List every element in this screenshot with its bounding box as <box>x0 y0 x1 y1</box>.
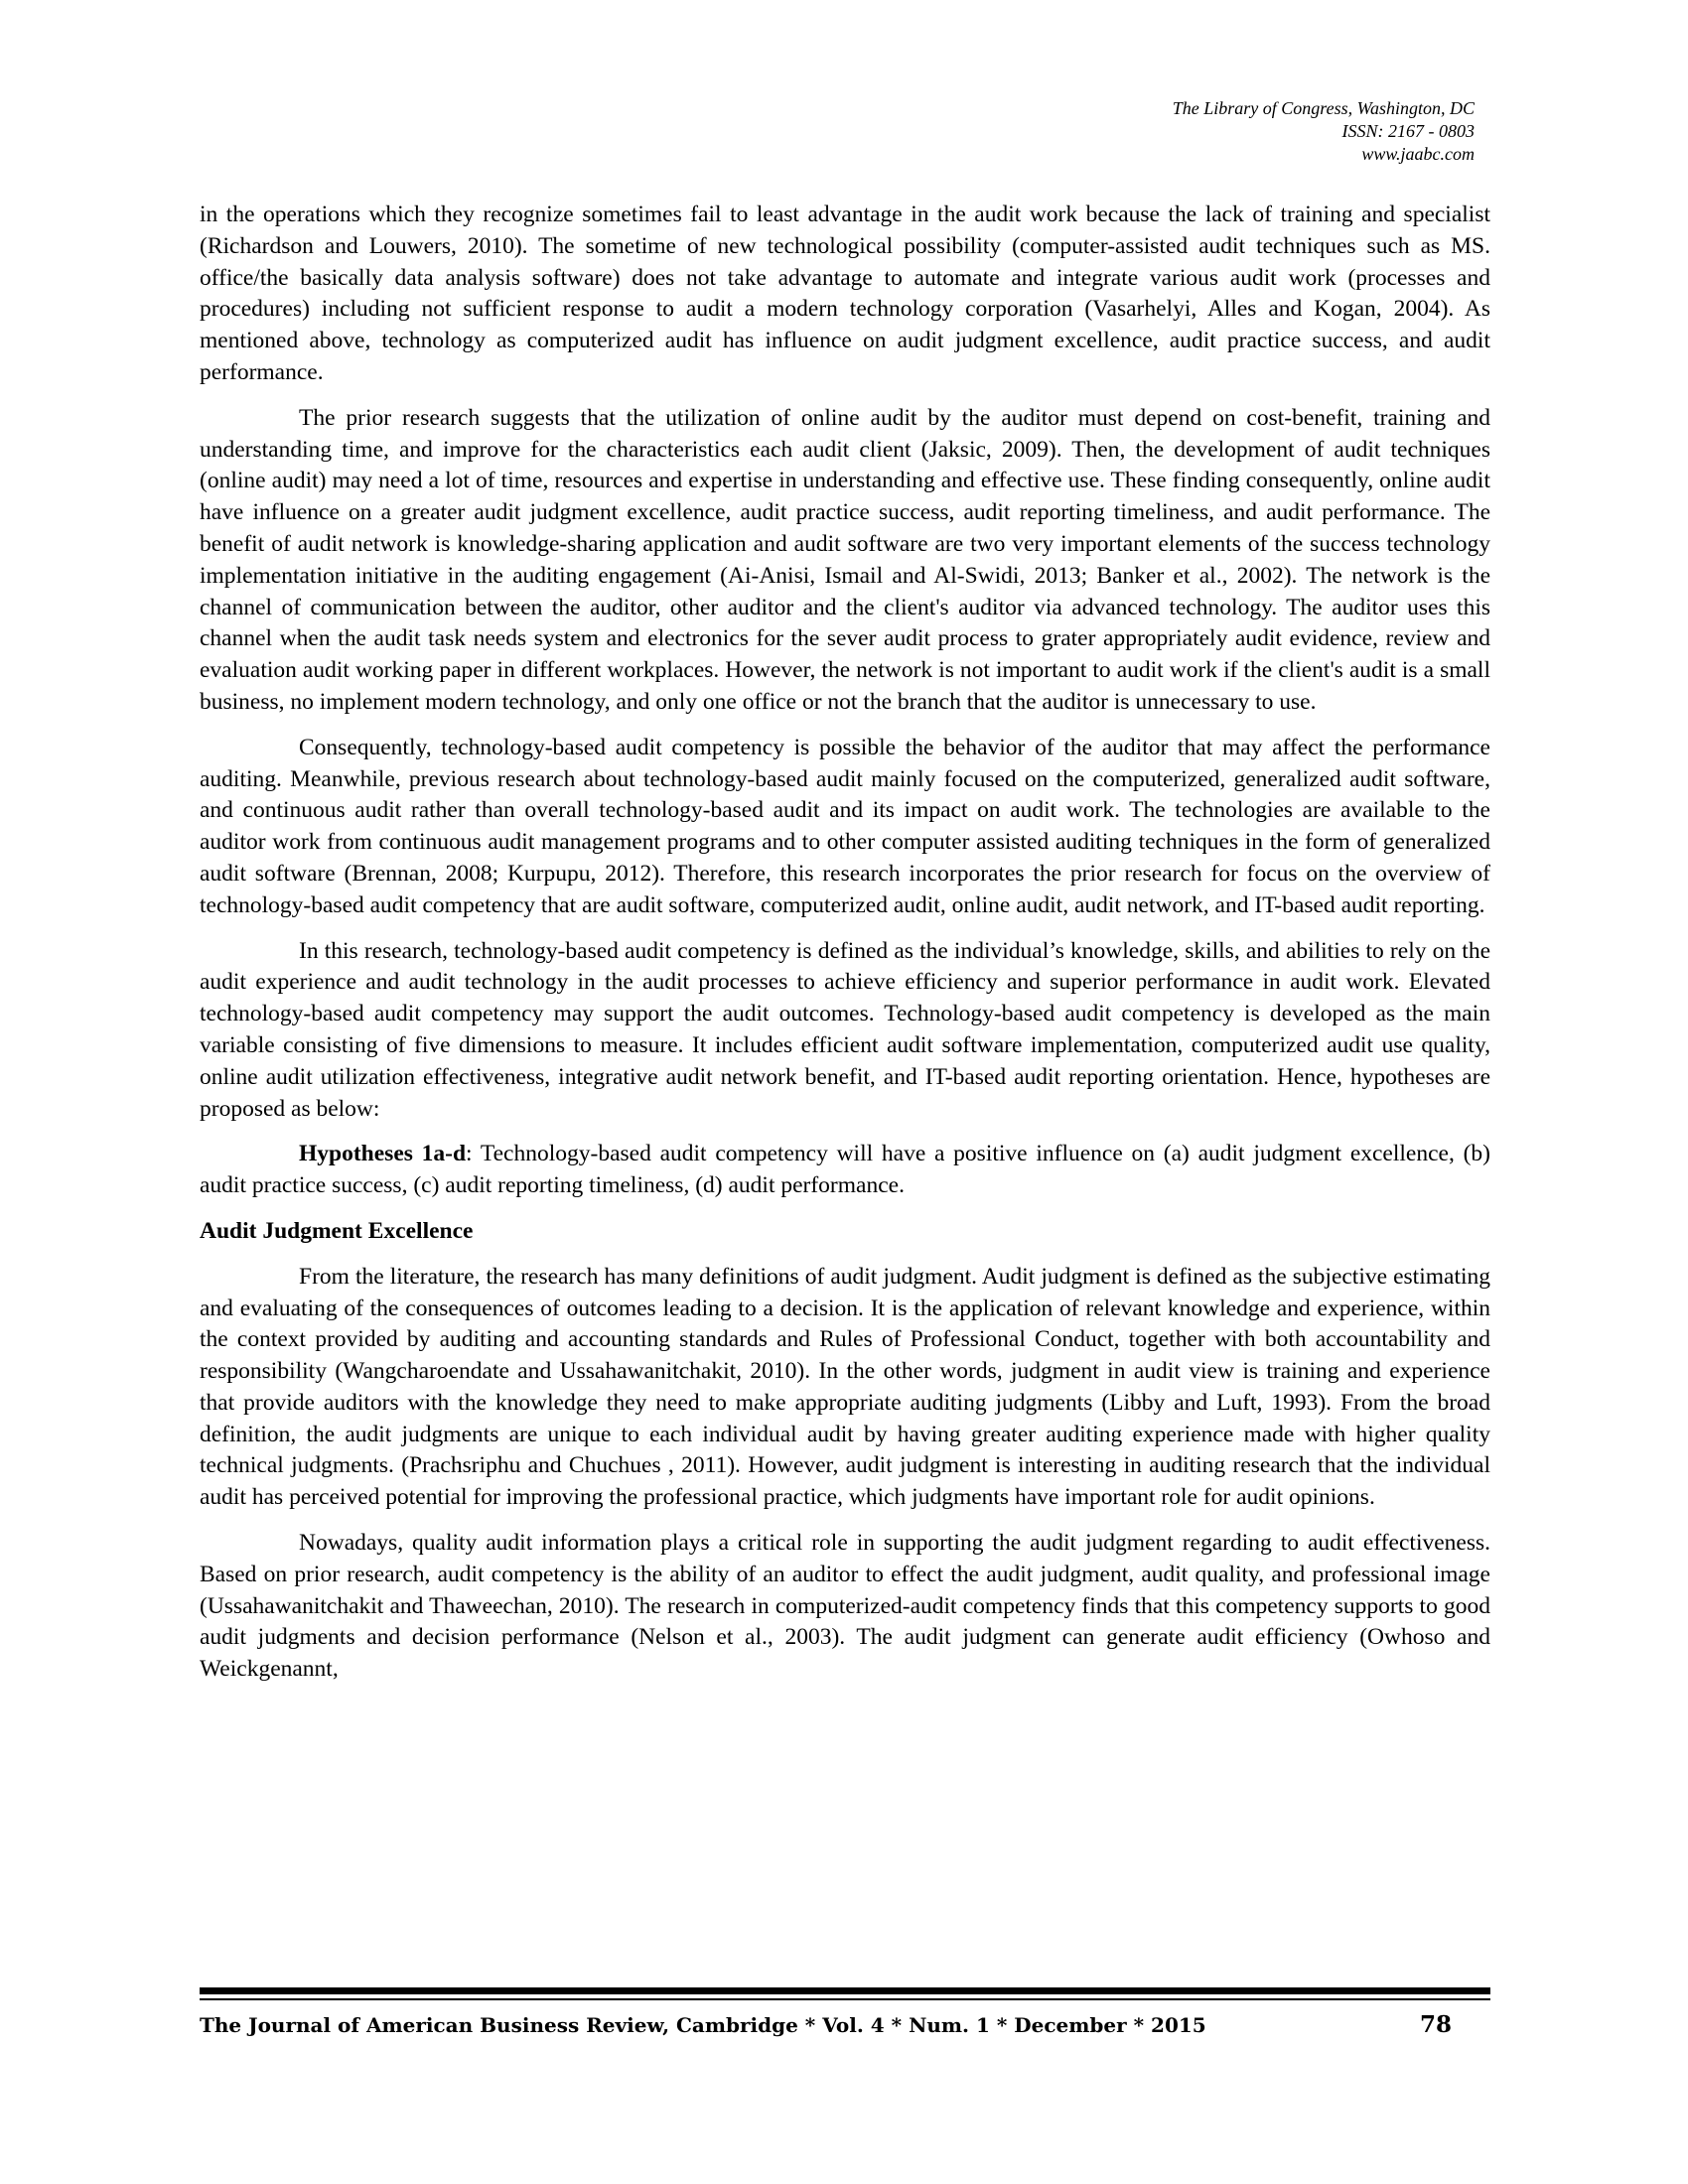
footer-rule-thick <box>200 1987 1490 1994</box>
page-number: 78 <box>1420 2011 1453 2038</box>
masthead <box>1173 97 1475 166</box>
paragraph-audit-judgment: From the literature, the research has many definitions of audit judgment. Audit judgment is defined as the subjective estimating and evaluating of the consequences of outcomes leading to a decision. It is the application of relevant knowledge and experience, within the context provided by auditing and accounting standards and Rules of Professional Conduct, together with both accountability and responsibility (Wangcharoendate and Ussahawanitchakit, 2010). In the other words, judgment in audit view is training and experience that provide auditors with the knowledge they need to make appropriate auditing judgments (Libby and Luft, 1993). From the broad definition, the audit judgments are unique to each individual audit by having greater auditing experience made with higher quality technical judgments. (Prachsriphu and Chuchues , 2011). However, audit judgment is interesting in auditing research that the individual audit has perceived potential for improving the professional practice, which judgments have important role for audit opinions. <box>200 1263 1490 1511</box>
masthead-issn: ISSN: 2167 - 0803 <box>1341 121 1475 141</box>
hypothesis-text: : Technology-based audit competency will have a positive influence on (a) audit judgment excellence, (b) audit practice success, (c) audit reporting timeliness, (d) audit performance. <box>200 1141 1490 1199</box>
footer-rule-thin <box>200 1998 1490 2000</box>
paragraph-consequently: Consequently, technology-based audit competency is possible the behavior of the auditor that may affect the performance auditing. Meanwhile, previous research about technology-based audit mainly focused on the computerized, generalized audit software, and continuous audit rather than overall technology-based audit and its impact on audit work. The technologies are available to the auditor work from continuous audit management programs and to other computer assisted auditing techniques in the form of generalized audit software (Brennan, 2008; Kurpupu, 2012). Therefore, this research incorporates the prior research for focus on the overview of technology-based audit competency that are audit software, computerized audit, online audit, audit network, and IT-based audit reporting. <box>200 734 1490 918</box>
paragraph-online-audit: The prior research suggests that the utilization of online audit by the auditor must depend on cost-benefit, training and understanding time, and improve for the characteristics each audit client (Jaksic, 2009). Then, the development of audit techniques (online audit) may need a lot of time, resources and expertise in understanding and effective use. These finding consequently, online audit have influence on a greater audit judgment excellence, audit practice success, audit reporting timeliness, and audit performance. The benefit of audit network is knowledge-sharing application and audit software are two very important elements of the success technology implementation initiative in the auditing engagement (Ai-Anisi, Ismail and Al-Swidi, 2013; Banker et al., 2002). The network is the channel of communication between the auditor, other auditor and the client's auditor via advanced technology. The auditor uses this channel when the audit task needs system and electronics for the sever audit process to grater appropriately audit evidence, review and evaluation audit working paper in different workplaces. However, the network is not important to audit work if the client's audit is a small business, no implement modern technology, and only one office or not the branch that the auditor is unnecessary to use. <box>200 404 1490 715</box>
paragraph-definition: In this research, technology-based audit competency is defined as the individual’s knowledge, skills, and abilities to rely on the audit experience and audit technology in the audit processes to achieve efficiency and superior performance in audit work. Elevated technology-based audit competency may support the audit outcomes. Technology-based audit competency is developed as the main variable consisting of five dimensions to measure. It includes efficient audit software implementation, computerized audit use quality, online audit utilization effectiveness, integrative audit network benefit, and IT-based audit reporting orientation. Hence, hypotheses are proposed as below: <box>200 937 1490 1122</box>
hypothesis-label: Hypotheses 1a-d <box>299 1141 467 1167</box>
footer-journal-citation: The Journal of American Business Review, Cambridge * Vol. 4 * Num. 1 * December * 2015 <box>200 2013 1206 2037</box>
paragraph-nowadays: Nowadays, quality audit information plays a critical role in supporting the audit judgment regarding to audit effectiveness. Based on prior research, audit competency is the ability of an auditor to effect the audit judgment, audit quality, and professional image (Ussahawanitchakit and Thaweechan, 2010). The research in computerized-audit competency finds that this competency supports to good audit judgments and decision performance (Nelson et al., 2003). The audit judgment can generate audit efficiency (Owhoso and Weickgenannt, <box>200 1530 1490 1683</box>
masthead-website: www.jaabc.com <box>1361 144 1475 164</box>
paragraph-continued: in the operations which they recognize sometimes fail to least advantage in the audit work because the lack of training and specialist (Richardson and Louwers, 2010). The sometime of new technological possibility (computer-assisted audit techniques such as MS. office/the basically data analysis software) does not take advantage to automate and integrate various audit work (processes and procedures) including not sufficient response to audit a modern technology corporation (Vasarhelyi, Alles and Kogan, 2004). As mentioned above, technology as computerized audit has influence on audit judgment excellence, audit practice success, and audit performance. <box>200 202 1490 385</box>
article-body <box>200 200 1490 1686</box>
hypothesis-statement <box>200 1139 1490 1202</box>
section-heading: Audit Judgment Excellence <box>200 1217 474 1244</box>
masthead-library: The Library of Congress, Washington, DC <box>1172 98 1475 118</box>
